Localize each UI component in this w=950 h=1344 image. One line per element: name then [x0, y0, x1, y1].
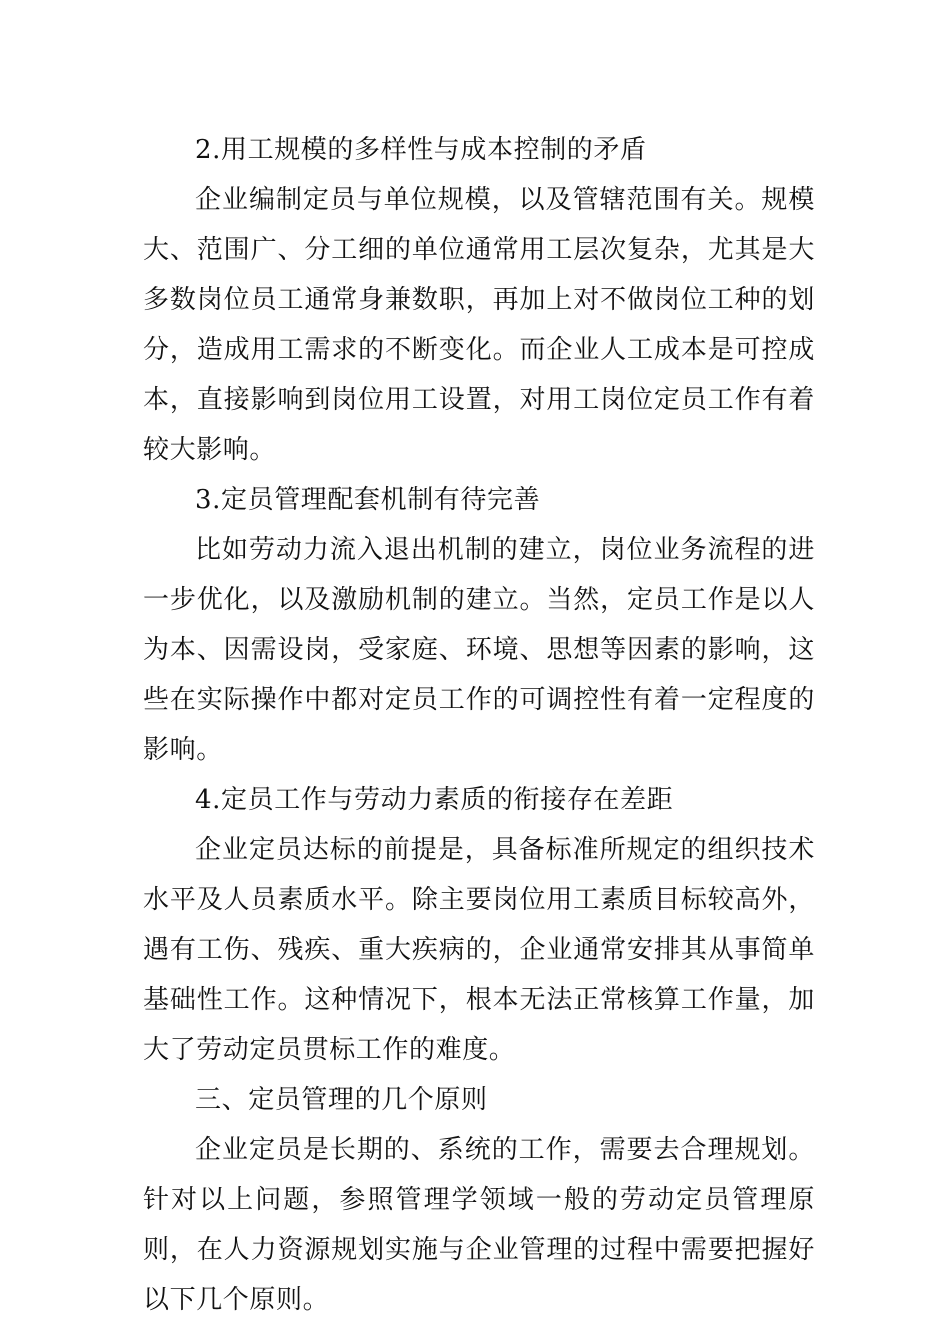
paragraph-1: 企业编制定员与单位规模，以及管辖范围有关。规模大、范围广、分工细的单位通常用工层次复杂，尤其是大多数岗位员工通常身兼数职，再加上对不做岗位工种的划分，造成用工需求的不断变化。而企业人工成本是可控成本，直接影响到岗位用工设置，对用工岗位定员工作有着较大影响。	[143, 185, 815, 465]
chapter-heading-3: 三、定员管理的几个原则	[195, 1085, 488, 1115]
section-heading-4: 4.定员工作与劳动力素质的衔接存在差距	[195, 785, 674, 815]
section-heading-3: 3.定员管理配套机制有待完善	[195, 485, 541, 515]
paragraph-4: 企业定员是长期的、系统的工作，需要去合理规划。针对以上问题，参照管理学领域一般的劳动定员管理原则，在人力资源规划实施与企业管理的过程中需要把握好以下几个原则。	[143, 1135, 815, 1315]
document-body	[143, 125, 815, 1325]
paragraph-2: 比如劳动力流入退出机制的建立，岗位业务流程的进一步优化，以及激励机制的建立。当然，定员工作是以人为本、因需设岗，受家庭、环境、思想等因素的影响，这些在实际操作中都对定员工作的可调控性有着一定程度的影响。	[143, 535, 815, 765]
section-heading-2: 2.用工规模的多样性与成本控制的矛盾	[195, 135, 647, 165]
paragraph-3: 企业定员达标的前提是，具备标准所规定的组织技术水平及人员素质水平。除主要岗位用工素质目标较高外，遇有工伤、残疾、重大疾病的，企业通常安排其从事简单基础性工作。这种情况下，根本无法正常核算工作量，加大了劳动定员贯标工作的难度。	[143, 835, 815, 1065]
